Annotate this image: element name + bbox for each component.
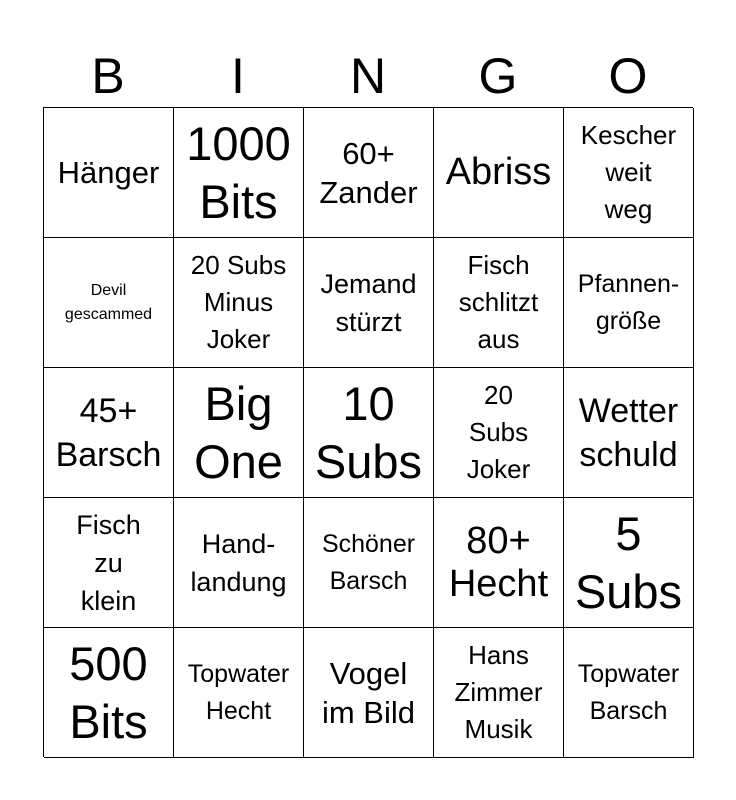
header-letter-i: I [231,48,245,104]
cell-text: Fisch schlitzt aus [458,250,539,354]
bingo-cell[interactable] [564,368,694,498]
header-letter-o: O [608,48,648,104]
header-letter-g: G [478,48,518,104]
cell-text: Big One [194,376,283,488]
bingo-grid [43,107,693,757]
cell-text: 5 Subs [574,506,683,618]
cell-text: 500 Bits [69,636,148,748]
bingo-cell[interactable] [564,108,694,238]
bingo-cell[interactable] [564,628,694,758]
bingo-cell[interactable] [44,108,174,238]
cell-text: 1000 Bits [186,116,291,228]
bingo-cell[interactable] [564,238,694,368]
cell-text: Schöner Barsch [321,529,416,595]
bingo-cell[interactable] [174,628,304,758]
header-letter-b: B [91,48,125,104]
bingo-cell[interactable] [304,108,434,238]
bingo-cell[interactable] [304,628,434,758]
cell-text: Wetter schuld [578,391,679,474]
cell-text: Vogel im Bild [321,655,415,730]
cell-text: Hand- landung [190,528,287,597]
cell-text: 20 Subs Joker [466,380,531,484]
bingo-cell[interactable] [304,368,434,498]
cell-text: 20 Subs Minus Joker [190,250,287,354]
header-letter-n: N [349,48,387,104]
cell-text: 45+ Barsch [55,391,162,474]
bingo-cell[interactable] [434,368,564,498]
cell-text: Fisch zu klein [76,509,141,616]
cell-text: 80+ Hecht [448,519,549,605]
bingo-cell[interactable] [174,498,304,628]
bingo-cell[interactable] [434,108,564,238]
bingo-cell[interactable] [434,498,564,628]
cell-text: 60+ Zander [319,135,418,210]
cell-text: Topwater Hecht [187,659,290,725]
cell-text: 10 Subs [314,376,423,488]
cell-text: Pfannen- größe [577,269,680,335]
bingo-cell[interactable] [44,498,174,628]
bingo-cell[interactable] [44,238,174,368]
bingo-cell[interactable] [174,108,304,238]
cell-text: Abriss [445,151,552,193]
bingo-cell[interactable] [434,628,564,758]
bingo-cell[interactable] [44,628,174,758]
bingo-header [43,44,693,108]
cell-text: Kescher weit weg [580,120,677,224]
cell-text: Hänger [57,155,160,190]
bingo-cell[interactable] [174,238,304,368]
bingo-cell[interactable] [44,368,174,498]
cell-text: Devil gescammed [64,281,153,323]
bingo-cell[interactable] [564,498,694,628]
cell-text: Topwater Barsch [577,659,680,725]
bingo-cell[interactable] [434,238,564,368]
bingo-cell[interactable] [174,368,304,498]
bingo-cell[interactable] [304,238,434,368]
bingo-cell[interactable] [304,498,434,628]
cell-text: Jemand stürzt [320,268,417,337]
cell-text: Hans Zimmer Musik [454,640,543,744]
